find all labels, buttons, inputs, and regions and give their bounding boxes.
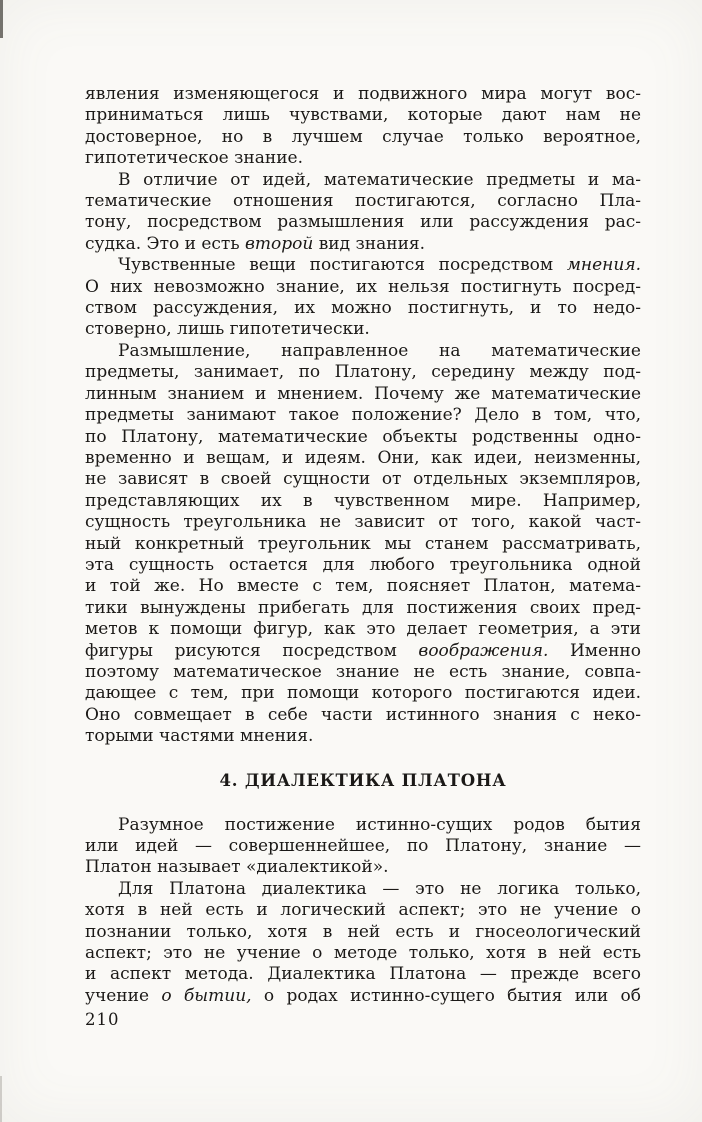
text-line	[85, 598, 641, 619]
text-segment: ством рассуждения, их можно постигнуть, и то недо-	[85, 298, 641, 319]
text-segment: вид знания.	[313, 233, 426, 254]
text-segment: Разумное постижение истинно-сущих родов бытия	[118, 814, 641, 835]
text-segment: гипотетическое знание.	[85, 148, 304, 169]
text-segment: эта сущность остается для любого треугольника одной	[85, 554, 641, 575]
text-line	[85, 170, 641, 191]
text-line	[85, 191, 641, 212]
text-segment: достоверное, но в лучшем случае только вероятное,	[85, 126, 641, 147]
text-segment: Именно	[548, 640, 641, 661]
text-segment: временно и вещам, и идеям. Они, как идеи, неизменны,	[85, 447, 641, 468]
paragraph	[85, 84, 641, 170]
paragraph	[85, 815, 641, 879]
paragraph	[85, 341, 641, 748]
text-line	[85, 726, 641, 747]
text-line	[85, 641, 641, 662]
text-line	[85, 705, 641, 726]
page-text-block	[85, 84, 641, 1007]
text-segment: представляющих их в чувственном мире. Например,	[85, 490, 641, 511]
text-segment: Размышление, направленное на математические	[118, 340, 641, 361]
text-segment: фигуры рисуются посредством	[85, 640, 419, 661]
text-segment: и той же. Но вместе с тем, поясняет Платон, матема-	[85, 576, 641, 597]
text-line	[85, 662, 641, 683]
text-line	[85, 900, 641, 921]
text-segment: приниматься лишь чувствами, которые дают нам не	[85, 105, 641, 126]
page-number: 210	[85, 1010, 120, 1029]
text-segment: познании только, хотя в ней есть и гносеологический	[85, 921, 641, 942]
text-line	[85, 277, 641, 298]
text-segment: тики вынуждены прибегать для постижения своих пред-	[85, 597, 641, 618]
text-segment: явления изменяющегося и подвижного мира могут вос-	[85, 84, 641, 104]
text-segment: Оно совмещает в себе части истинного знания с неко-	[85, 704, 641, 725]
text-line	[85, 341, 641, 362]
scan-edge-artifact	[0, 0, 3, 38]
text-line	[85, 319, 641, 340]
paragraph	[85, 879, 641, 1007]
text-line	[85, 234, 641, 255]
text-line	[85, 836, 641, 857]
text-line	[85, 427, 641, 448]
text-segment: по Платону, математические объекты родственны одно-	[85, 426, 641, 447]
text-segment: или идей — совершеннейшее, по Платону, знание —	[85, 836, 641, 856]
text-line	[85, 84, 641, 105]
text-line	[85, 857, 641, 878]
text-segment: аспект; это не учение о методе только, хотя в ней есть	[85, 943, 641, 964]
text-segment: тематические отношения постигаются, согласно Пла-	[85, 191, 641, 212]
paragraph	[85, 255, 641, 341]
text-segment: дающее с тем, при помощи которого постигаются идеи.	[85, 683, 641, 704]
text-segment: предметы, занимает, по Платону, середину между под-	[85, 362, 641, 383]
text-line	[85, 922, 641, 943]
text-segment: Для Платона диалектика — это не логика только,	[118, 878, 641, 899]
text-line	[85, 127, 641, 148]
text-segment: сущность треугольника не зависит от того, какой част-	[85, 512, 641, 533]
text-segment: стоверно, лишь гипотетически.	[85, 319, 370, 340]
italic-text-segment: воображения.	[418, 640, 549, 661]
text-line	[85, 491, 641, 512]
text-line	[85, 555, 641, 576]
text-line	[85, 512, 641, 533]
section-heading: 4. ДИАЛЕКТИКА ПЛАТОНА	[219, 770, 507, 790]
text-segment: ный конкретный треугольник мы станем рассматривать,	[85, 533, 641, 554]
text-line	[85, 255, 641, 276]
text-line	[85, 298, 641, 319]
italic-text-segment: о бытии,	[161, 985, 252, 1006]
text-line	[85, 964, 641, 985]
text-line	[85, 384, 641, 405]
text-line	[85, 619, 641, 640]
text-line	[85, 469, 641, 490]
text-segment: учение	[85, 985, 162, 1006]
text-line	[85, 448, 641, 469]
text-line	[85, 148, 641, 169]
italic-text-segment: второй	[245, 233, 314, 254]
text-line	[85, 879, 641, 900]
text-line	[85, 943, 641, 964]
text-segment: тону, посредством размышления или рассуждения рас-	[85, 212, 641, 233]
text-segment: О них невозможно знание, их нельзя постигнуть посред-	[85, 276, 641, 297]
text-line	[85, 405, 641, 426]
text-segment: В отличие от идей, математические предметы и ма-	[118, 169, 641, 190]
text-line	[85, 815, 641, 836]
text-line	[85, 212, 641, 233]
text-segment: Платон называет «диалектикой».	[85, 857, 389, 878]
text-segment: о родах истинно-сущего бытия или об	[251, 985, 641, 1006]
text-segment: и аспект метода. Диалектика Платона — прежде всего	[85, 964, 641, 985]
text-line	[85, 683, 641, 704]
text-segment: торыми частями мнения.	[85, 726, 314, 747]
text-segment: хотя в ней есть и логический аспект; это не учение о	[85, 900, 641, 921]
text-line	[85, 105, 641, 126]
text-segment: не зависят в своей сущности от отдельных экземпляров,	[85, 469, 641, 490]
italic-text-segment: мнения.	[566, 255, 641, 276]
text-line	[85, 576, 641, 597]
text-line	[85, 534, 641, 555]
text-segment: предметы занимают такое положение? Дело в том, что,	[85, 405, 641, 426]
scan-edge-artifact	[0, 1076, 2, 1122]
text-line	[85, 362, 641, 383]
text-segment: судка. Это и есть	[85, 233, 245, 254]
paragraph	[85, 170, 641, 256]
text-segment: Чувственные вещи постигаются посредством	[118, 255, 567, 276]
text-segment: метов к помощи фигур, как это делает геометрия, а эти	[85, 619, 641, 640]
text-line	[85, 986, 641, 1007]
text-segment: линным знанием и мнением. Почему же математические	[85, 383, 641, 404]
text-segment: поэтому математическое знание не есть знание, совпа-	[85, 661, 641, 682]
